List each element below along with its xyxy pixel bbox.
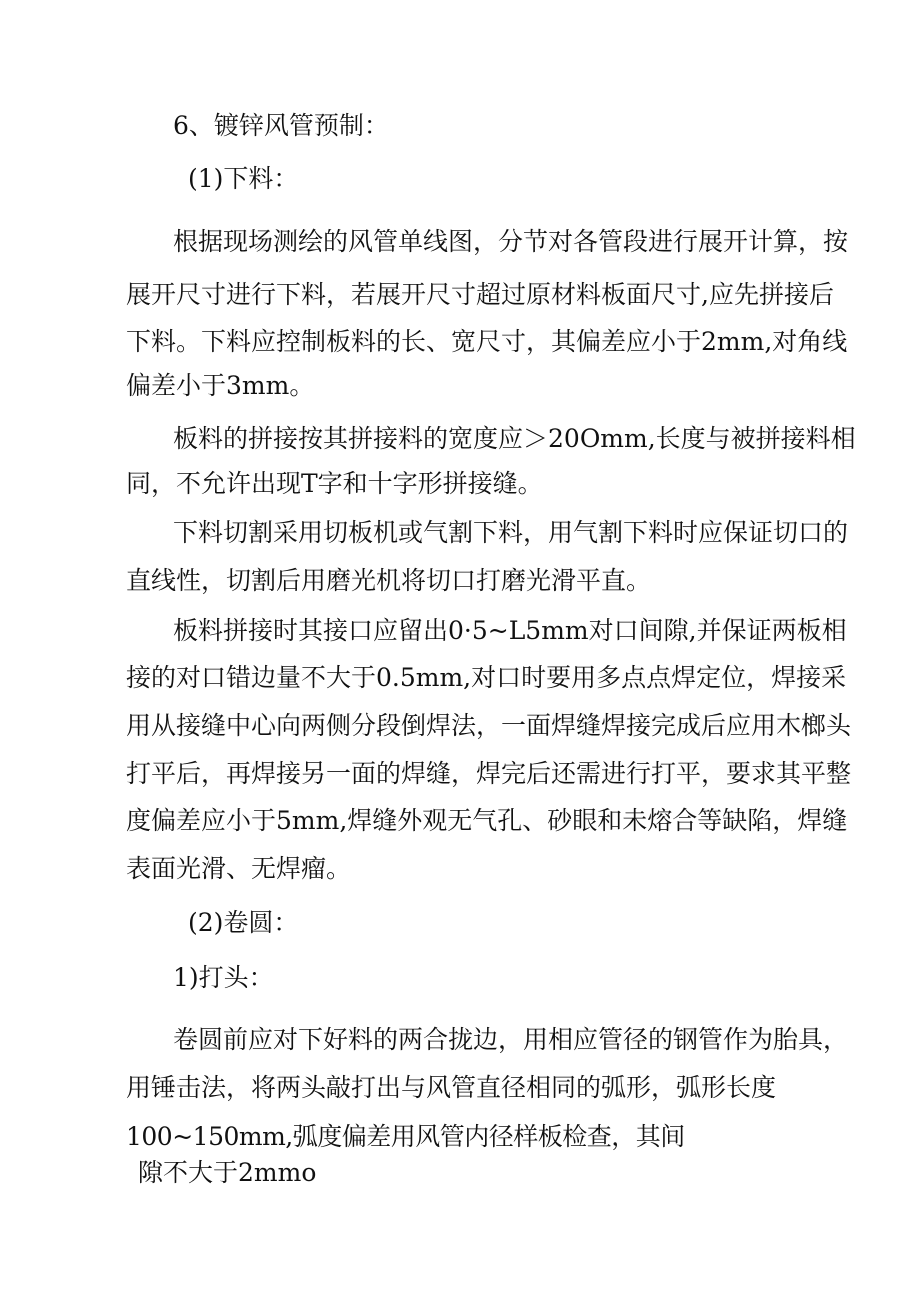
subsection-heading-rolling: (2)卷圆： <box>188 908 299 937</box>
paragraph-line: 100~150mm,弧度偏差用风管内径样板检查，其间 <box>126 1122 685 1151</box>
paragraph-line: 偏差小于3mm。 <box>126 371 315 400</box>
section-heading: 6、镀锌风管预制： <box>173 111 389 140</box>
paragraph-line: 用锤击法，将两头敲打出与风管直径相同的弧形，弧形长度 <box>126 1073 777 1102</box>
paragraph-line: 板料的拼接按其拼接料的宽度应＞20Omm,长度与被拼接料相 <box>173 424 856 453</box>
paragraph-line: 卷圆前应对下好料的两合拢边，用相应管径的钢管作为胎具， <box>173 1025 849 1054</box>
paragraph-line: 表面光滑、无焊瘤。 <box>126 854 352 883</box>
paragraph-line: 根据现场测绘的风管单线图，分节对各管段进行展开计算，按 <box>173 227 849 256</box>
paragraph-line: 度偏差应小于5mm,焊缝外观无气孔、砂眼和未熔合等缺陷，焊缝 <box>126 806 848 835</box>
paragraph-line: 同，不允许出现T字和十字形拼接缝。 <box>126 469 543 498</box>
subsection-heading-cutting: (1)下料： <box>188 164 299 193</box>
paragraph-line: 用从接缝中心向两侧分段倒焊法，一面焊缝焊接完成后应用木榔头 <box>126 711 852 740</box>
paragraph-line: 接的对口错边量不大于0.5mm,对口时要用多点点焊定位，焊接采 <box>126 663 847 692</box>
paragraph-line: 隙不大于2mmo <box>138 1158 317 1187</box>
paragraph-line: 下料切割采用切板机或气割下料，用气割下料时应保证切口的 <box>173 518 849 547</box>
paragraph-line: 打平后，再焊接另一面的焊缝，焊完后还需进行打平，要求其平整 <box>126 759 852 788</box>
paragraph-line: 直线性，切割后用磨光机将切口打磨光滑平直。 <box>126 566 652 595</box>
subsection-heading-edge-forming: 1)打头： <box>173 963 274 992</box>
paragraph-line: 板料拼接时其接口应留出0·5~L5mm对口间隙,并保证两板相 <box>173 616 847 645</box>
paragraph-line: 下料。下料应控制板料的长、宽尺寸，其偏差应小于2mm,对角线 <box>126 327 848 356</box>
paragraph-line: 展开尺寸进行下料，若展开尺寸超过原材料板面尺寸,应先拼接后 <box>126 280 834 309</box>
